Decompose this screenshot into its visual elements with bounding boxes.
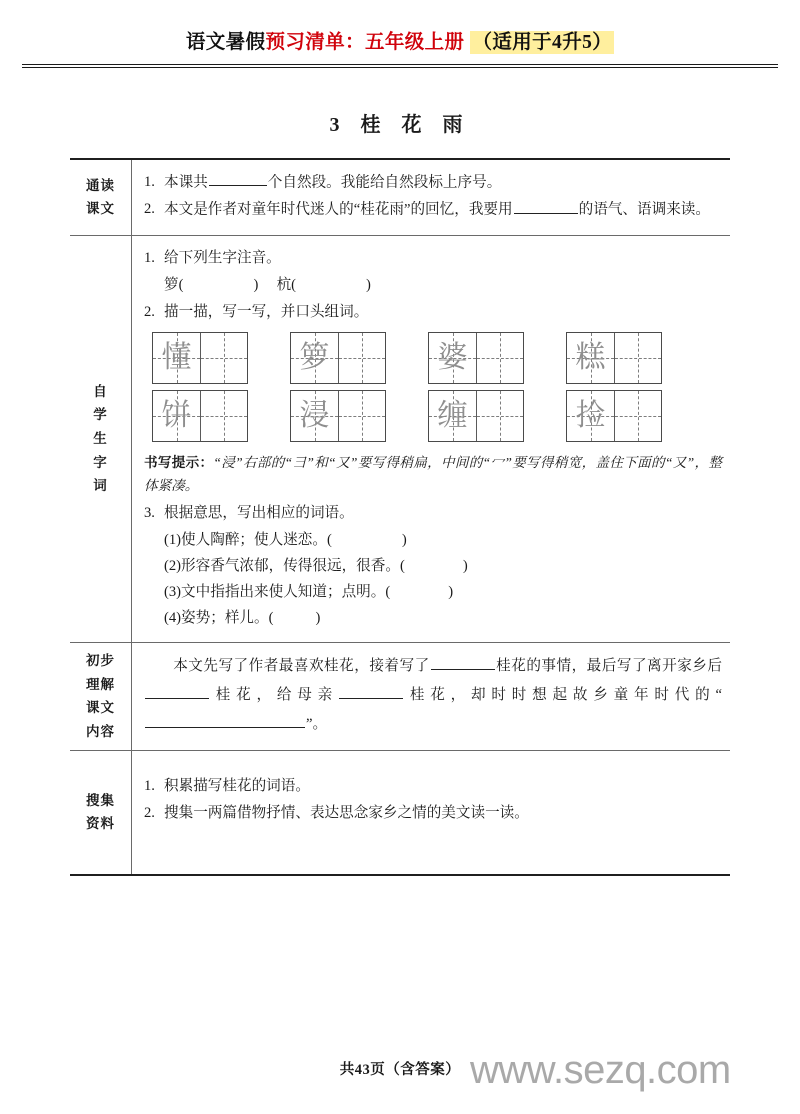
list-item — [144, 774, 722, 800]
item-text-part: 的语气、语调来读。 — [578, 201, 710, 218]
meaning-index: (1) — [164, 532, 182, 549]
character-grid-box[interactable] — [428, 390, 524, 442]
meaning-item: (1)使人陶醉；使人迷恋。( ) — [164, 532, 407, 549]
table-row-research — [70, 751, 730, 874]
header-divider — [22, 64, 778, 68]
item-number: 2. — [144, 303, 155, 320]
list-item — [144, 501, 722, 527]
character-grid-box[interactable] — [290, 332, 386, 384]
category-line: 理解 — [86, 676, 115, 692]
grid-character: 饼 — [161, 398, 192, 432]
page-title — [0, 108, 800, 137]
meaning-item: (3)文中指指出来使人知道；点明。( ) — [164, 584, 454, 601]
row-category-research — [70, 751, 131, 874]
meaning-item: (2)形容香气浓郁，传得很远，很香。( ) — [164, 558, 468, 575]
list-item — [144, 197, 722, 223]
grid-character: 浸 — [299, 398, 330, 432]
row-category-vocabulary — [70, 236, 131, 643]
grid-cell-empty[interactable] — [338, 391, 385, 441]
item-text: 描一描，写一写，并口头组词。 — [164, 303, 369, 320]
grid-cell-traced — [291, 333, 338, 383]
item-text-part: 个自然段。我能给自然段标上序号。 — [267, 174, 502, 191]
item-number: 2. — [144, 804, 155, 821]
worksheet-table — [70, 158, 730, 876]
character-grid-box[interactable] — [152, 390, 248, 442]
grid-cell-traced — [291, 391, 338, 441]
meaning-text: 姿势；样儿。( — [181, 610, 274, 627]
header-title-main: 预习清单：五年级上册 — [265, 32, 465, 53]
list-item — [144, 801, 722, 827]
meaning-index: (3) — [164, 584, 182, 601]
grid-cell-traced — [153, 333, 200, 383]
category-line: 自 — [93, 383, 108, 399]
pinyin-answer-line: 箩( ) 杭( ) — [164, 276, 371, 293]
writing-tip-text: “浸”右部的“彐”和“又”要写得稍扁，中间的“冖”要写得稍宽，盖住下面的“又”，整体紧凑。 — [144, 454, 722, 493]
item-text-part: 本文是作者对童年时代迷人的“桂花雨”的回忆，我要用 — [164, 201, 513, 218]
pinyin-char-2: 杭( — [276, 276, 297, 293]
category-line: 课文 — [86, 201, 115, 217]
fill-blank[interactable] — [145, 712, 305, 728]
item-text: 给下列生字注音。 — [164, 249, 281, 266]
grid-cell-empty[interactable] — [200, 391, 247, 441]
grid-cell-empty[interactable] — [614, 391, 661, 441]
header-title-badge: （适用于4升5） — [472, 32, 613, 53]
item-text: 根据意思，写出相应的词语。 — [164, 505, 354, 522]
item-number: 2. — [144, 201, 155, 218]
grid-cell-traced — [429, 333, 476, 383]
page-footer: 共43页（含答案） — [339, 1062, 461, 1078]
fill-blank[interactable] — [339, 683, 403, 699]
grid-character: 捡 — [575, 398, 606, 432]
lesson-name: 桂 花 雨 — [360, 114, 471, 136]
list-item — [144, 170, 722, 196]
grid-cell-traced — [153, 391, 200, 441]
meaning-text: 使人陶醉；使人迷恋。( — [181, 532, 332, 549]
meaning-index: (4) — [164, 610, 182, 627]
paragraph-part: 本文先写了作者最喜欢桂花，接着写了 — [173, 658, 430, 675]
grid-character: 缠 — [437, 398, 468, 432]
category-line: 字 — [93, 454, 108, 470]
table-row-read-text — [70, 160, 730, 236]
grid-cell-empty[interactable] — [200, 333, 247, 383]
category-line: 资料 — [86, 816, 115, 832]
page-header — [0, 0, 800, 70]
character-grid-box[interactable] — [428, 332, 524, 384]
grid-cell-empty[interactable] — [476, 391, 523, 441]
category-line: 通读 — [86, 177, 115, 193]
grid-character: 箩 — [299, 340, 330, 374]
category-line: 搜集 — [86, 792, 115, 808]
site-watermark: www.sezq.com — [470, 1048, 731, 1092]
grid-character: 婆 — [437, 340, 468, 374]
summary-paragraph — [144, 652, 722, 740]
list-item — [144, 246, 722, 272]
list-item — [144, 300, 722, 326]
row-content-read-text — [131, 160, 730, 235]
character-grid-box[interactable] — [290, 390, 386, 442]
paragraph-part: ”。 — [306, 716, 328, 733]
row-content-vocabulary — [131, 236, 730, 643]
paragraph-part: 桂花的事情，最后写了离开家乡后 — [495, 658, 722, 675]
table-row-comprehension — [70, 643, 730, 751]
meaning-index: (2) — [164, 558, 182, 575]
row-category-read-text — [70, 160, 131, 235]
fill-blank[interactable] — [431, 654, 495, 670]
category-line: 课文 — [86, 700, 115, 716]
item-number: 1. — [144, 249, 155, 266]
meaning-item: (4)姿势；样儿。( ) — [164, 610, 321, 627]
character-grid-box[interactable] — [566, 390, 662, 442]
paragraph-part: 桂花，却时时想起故乡童年时代的“ — [404, 687, 722, 704]
writing-tip-label: 书写提示： — [144, 454, 214, 470]
grid-cell-empty[interactable] — [614, 333, 661, 383]
item-text — [164, 197, 722, 223]
category-line: 内容 — [86, 724, 115, 739]
item-text: 搜集一两篇借物抒情、表达思念家乡之情的美文读一读。 — [164, 804, 529, 821]
fill-blank[interactable] — [209, 170, 267, 186]
row-content-research — [131, 751, 730, 874]
writing-tip — [144, 451, 722, 498]
grid-cell-traced — [567, 333, 614, 383]
character-grid-row — [144, 332, 722, 384]
item-number: 1. — [144, 174, 155, 190]
item-text: 积累描写桂花的词语。 — [164, 777, 310, 794]
grid-cell-traced — [567, 391, 614, 441]
row-content-comprehension — [131, 643, 730, 750]
meaning-text: 文中指指出来使人知道；点明。( — [181, 584, 391, 601]
paragraph-part: 桂花，给母亲 — [210, 687, 339, 704]
category-line: 初步 — [86, 653, 115, 669]
grid-character: 懂 — [161, 340, 192, 374]
fill-blank[interactable] — [145, 683, 209, 699]
item-number: 3. — [144, 505, 155, 522]
lesson-number: 3 — [329, 114, 348, 136]
character-grid-box[interactable] — [566, 332, 662, 384]
fill-blank[interactable] — [514, 197, 578, 213]
grid-cell-empty[interactable] — [338, 333, 385, 383]
category-line: 学 — [93, 407, 108, 423]
grid-cell-empty[interactable] — [476, 333, 523, 383]
pinyin-char-1: 箩( — [164, 276, 184, 293]
table-row-vocabulary — [70, 236, 730, 644]
meaning-text: 形容香气浓郁，传得很远，很香。( — [181, 558, 405, 575]
item-text-part: 本课共 — [164, 174, 208, 191]
grid-cell-traced — [429, 391, 476, 441]
character-grid-row — [144, 390, 722, 442]
header-title — [0, 26, 800, 54]
item-number: 1. — [144, 777, 155, 794]
character-grid-box[interactable] — [152, 332, 248, 384]
row-category-comprehension — [70, 643, 131, 750]
header-title-prefix: 语文暑假 — [185, 32, 266, 53]
category-line: 生 — [93, 431, 108, 447]
grid-character: 糕 — [575, 340, 606, 374]
category-line: 词 — [93, 478, 108, 494]
item-text — [164, 170, 722, 196]
